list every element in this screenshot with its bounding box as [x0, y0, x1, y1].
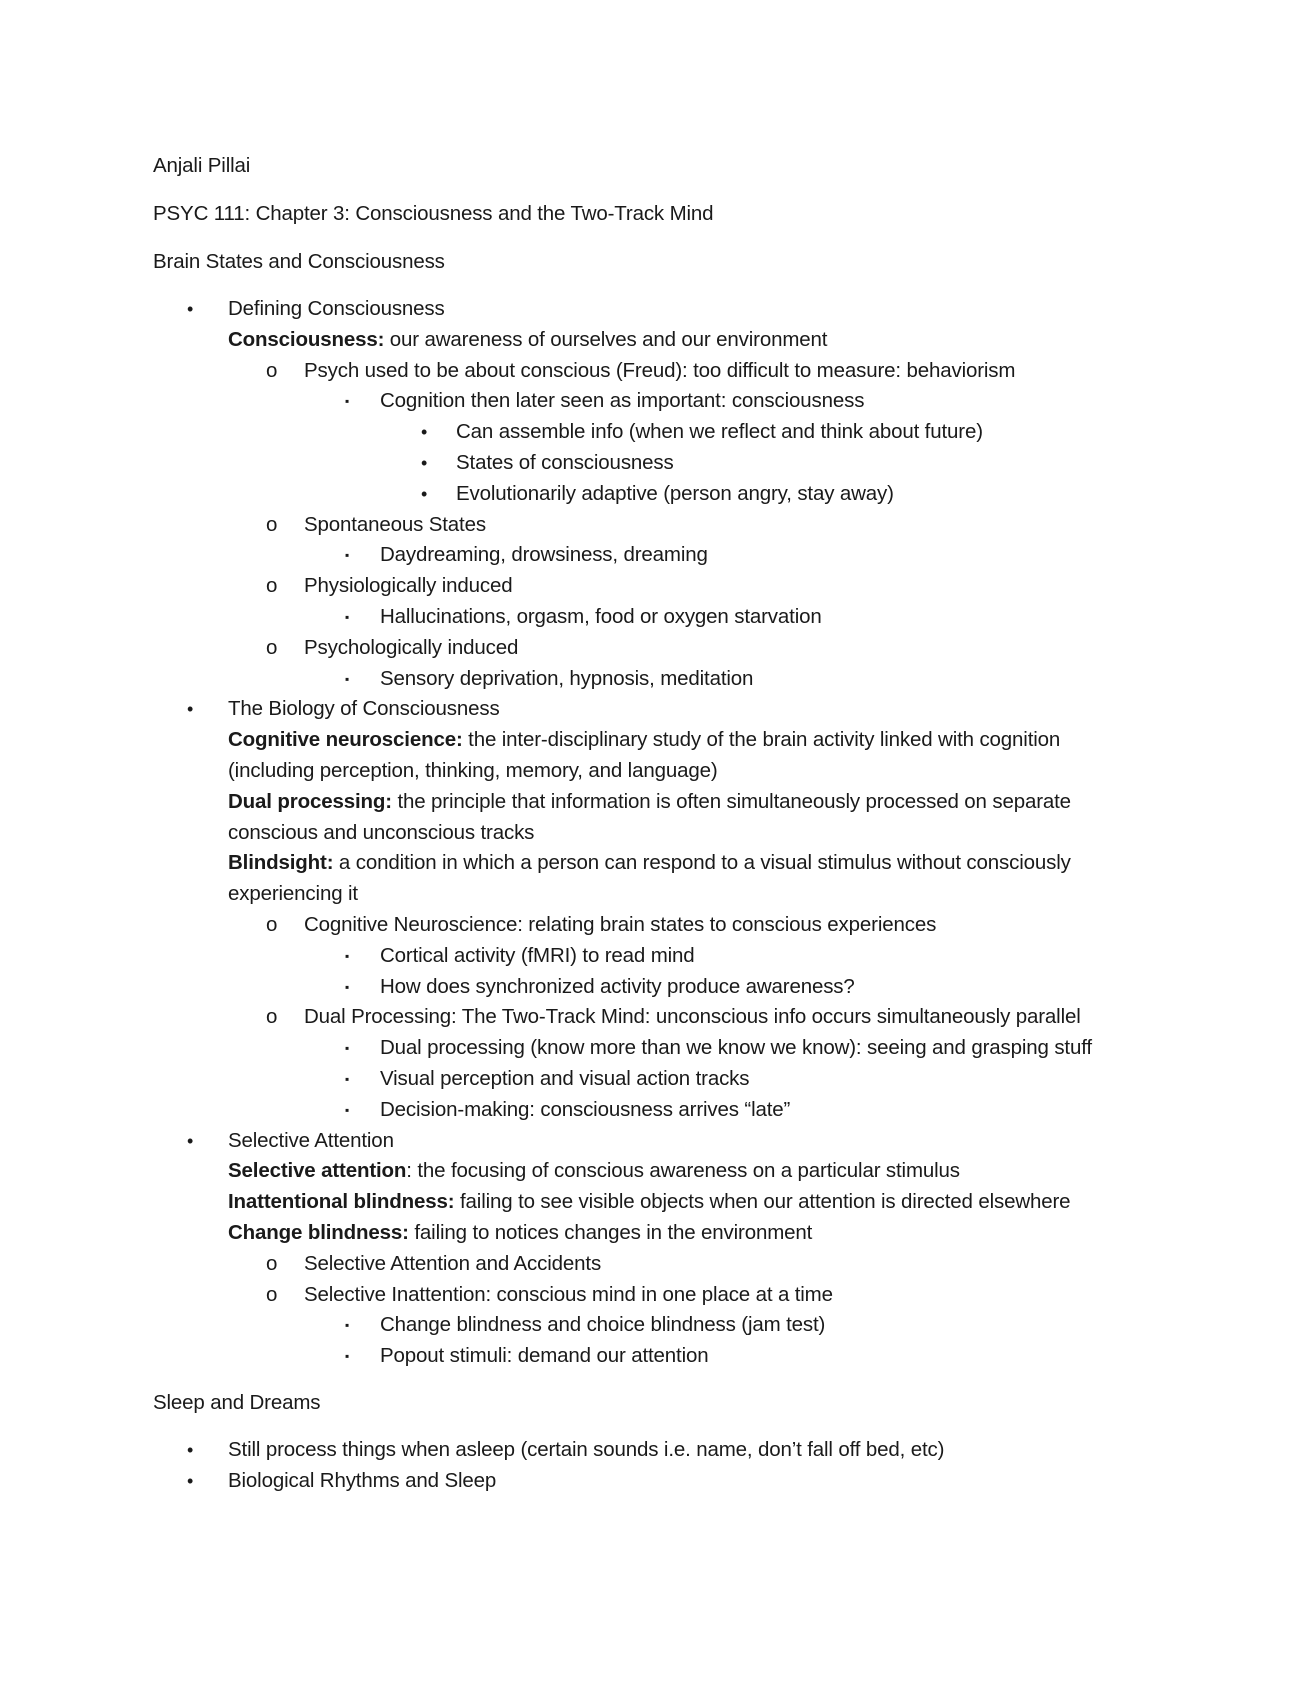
definition: Inattentional blindness: failing to see visible objects when our attention is directed elsewhere: [228, 1190, 1071, 1214]
bullet-marker: •: [187, 1470, 194, 1491]
list-item: • The Biology of Consciousness: [153, 694, 1153, 725]
document-content: [153, 150, 1153, 1496]
list-item: o Selective Inattention: conscious mind in one place at a time: [153, 1280, 1153, 1311]
list-item: o Cognitive Neuroscience: relating brain states to conscious experiences: [153, 910, 1153, 941]
list-item: ▪ Daydreaming, drowsiness, dreaming: [153, 540, 1153, 571]
list-item: o Dual Processing: The Two-Track Mind: unconscious info occurs simultaneously parallel: [153, 1002, 1153, 1033]
list-item: • Evolutionarily adaptive (person angry, stay away): [153, 479, 1153, 510]
list-item: o Physiologically induced: [153, 571, 1153, 602]
circle-marker: o: [266, 1251, 278, 1275]
list-item: • Still process things when asleep (certain sounds i.e. name, don’t fall off bed, etc): [153, 1435, 1153, 1466]
list-item: ▪ How does synchronized activity produce awareness?: [153, 972, 1153, 1003]
circle-marker: o: [266, 574, 278, 598]
list-item: ▪ Visual perception and visual action tracks: [153, 1064, 1153, 1095]
square-marker: ▪: [345, 1071, 350, 1086]
list-item: ▪ Sensory deprivation, hypnosis, meditation: [153, 664, 1153, 695]
list-item: • Defining Consciousness: [153, 294, 1153, 325]
square-marker: ▪: [345, 1041, 350, 1056]
definition: Dual processing: the principle that information is often simultaneously processed on separate conscious and unconscious tracks: [228, 789, 1071, 844]
list-item: o Spontaneous States: [153, 510, 1153, 541]
list-item: ▪ Hallucinations, orgasm, food or oxygen starvation: [153, 602, 1153, 633]
list-item: ▪ Popout stimuli: demand our attention: [153, 1341, 1153, 1372]
bullet-marker: •: [187, 299, 194, 319]
square-marker: ▪: [345, 1349, 350, 1364]
list-item: • Biological Rhythms and Sleep: [153, 1466, 1153, 1497]
square-marker: ▪: [345, 394, 350, 409]
list-item: ▪ Decision-making: consciousness arrives “late”: [153, 1095, 1153, 1126]
square-marker: ▪: [345, 979, 350, 994]
list-item: ▪ Change blindness and choice blindness (jam test): [153, 1310, 1153, 1341]
author-name: Anjali Pillai: [153, 154, 251, 177]
list-item: • Can assemble info (when we reflect and think about future): [153, 417, 1153, 448]
square-marker: ▪: [345, 609, 350, 624]
bullet-marker: •: [421, 483, 428, 504]
circle-marker: o: [266, 1282, 278, 1306]
section-heading-sleep: Sleep and Dreams: [153, 1390, 321, 1414]
definition: Consciousness: our awareness of ourselves and our environment: [228, 327, 828, 351]
square-marker: ▪: [345, 1102, 350, 1117]
circle-marker: o: [266, 1005, 278, 1029]
course-title: PSYC 111: Chapter 3: Consciousness and the Two-Track Mind: [153, 202, 714, 225]
definition: Cognitive neuroscience: the inter-disciplinary study of the brain activity linked with cognition (including perception, thinking, memory, and language): [228, 728, 1061, 782]
bullet-marker: •: [421, 422, 428, 443]
definition: Selective attention: the focusing of conscious awareness on a particular stimulus: [228, 1159, 960, 1183]
definition: Blindsight: a condition in which a person can respond to a visual stimulus without consciously experiencing it: [228, 851, 1071, 906]
circle-marker: o: [266, 512, 278, 536]
section-heading-brain-states: Brain States and Consciousness: [153, 250, 445, 273]
list-item: • Selective Attention: [153, 1126, 1153, 1157]
list-item: ▪ Cortical activity (fMRI) to read mind: [153, 941, 1153, 972]
square-marker: ▪: [345, 948, 350, 963]
square-marker: ▪: [345, 1318, 350, 1333]
bullet-marker: •: [421, 452, 428, 473]
definition: Change blindness: failing to notices changes in the environment: [228, 1220, 813, 1244]
list-item: o Psych used to be about conscious (Freud): too difficult to measure: behaviorism: [153, 356, 1153, 387]
square-marker: ▪: [345, 548, 350, 563]
bullet-marker: •: [187, 1439, 194, 1460]
list-item: ▪ Dual processing (know more than we know we know): seeing and grasping stuff: [153, 1033, 1153, 1064]
circle-marker: o: [266, 912, 278, 936]
circle-marker: o: [266, 635, 278, 659]
bullet-marker: •: [187, 1130, 194, 1151]
list-item: o Psychologically induced: [153, 633, 1153, 664]
list-item: o Selective Attention and Accidents: [153, 1249, 1153, 1280]
bullet-marker: •: [187, 699, 194, 720]
list-item: • States of consciousness: [153, 448, 1153, 479]
square-marker: ▪: [345, 671, 350, 686]
list-item: ▪ Cognition then later seen as important: consciousness: [153, 386, 1153, 417]
circle-marker: o: [266, 358, 278, 382]
